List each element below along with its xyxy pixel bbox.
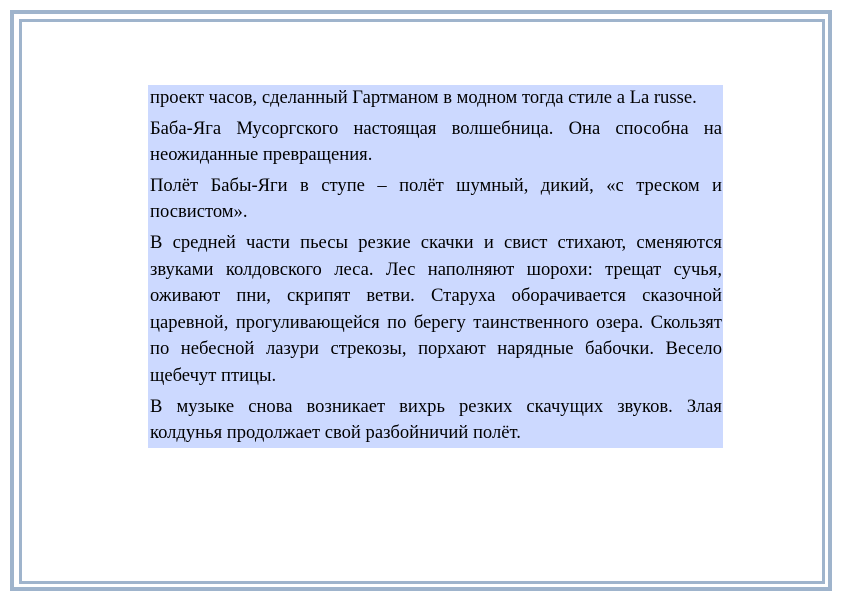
paragraph-baba-yaga-intro: Баба-Яга Мусоргского настоящая волшебница. Она способна на неожиданные превращения.: [150, 117, 722, 166]
paragraph-finale: В музыке снова возникает вихрь резких скачущих звуков. Злая колдунья продолжает свой разбойничий полёт.: [150, 395, 722, 444]
text-box: [148, 85, 723, 448]
paragraph-flight: Полёт Бабы-Яги в ступе – полёт шумный, дикий, «с треском и посвистом».: [150, 174, 722, 223]
paragraph-middle-section: В средней части пьесы резкие скачки и свист стихают, сменяются звуками колдовского леса. Лес наполняют шорохи: трещат сучья, оживают пни, скрипят ветви. Старуха оборачивается сказочной царевной, прогуливающейся по берегу таинственного озера. Скользят по небесной лазури стрекозы, порхают нарядные бабочки. Весело щебечут птицы.: [150, 231, 722, 386]
paragraph-clock-project: проект часов, сделанный Гартманом в модном тогда стиле а La russe.: [150, 87, 697, 108]
